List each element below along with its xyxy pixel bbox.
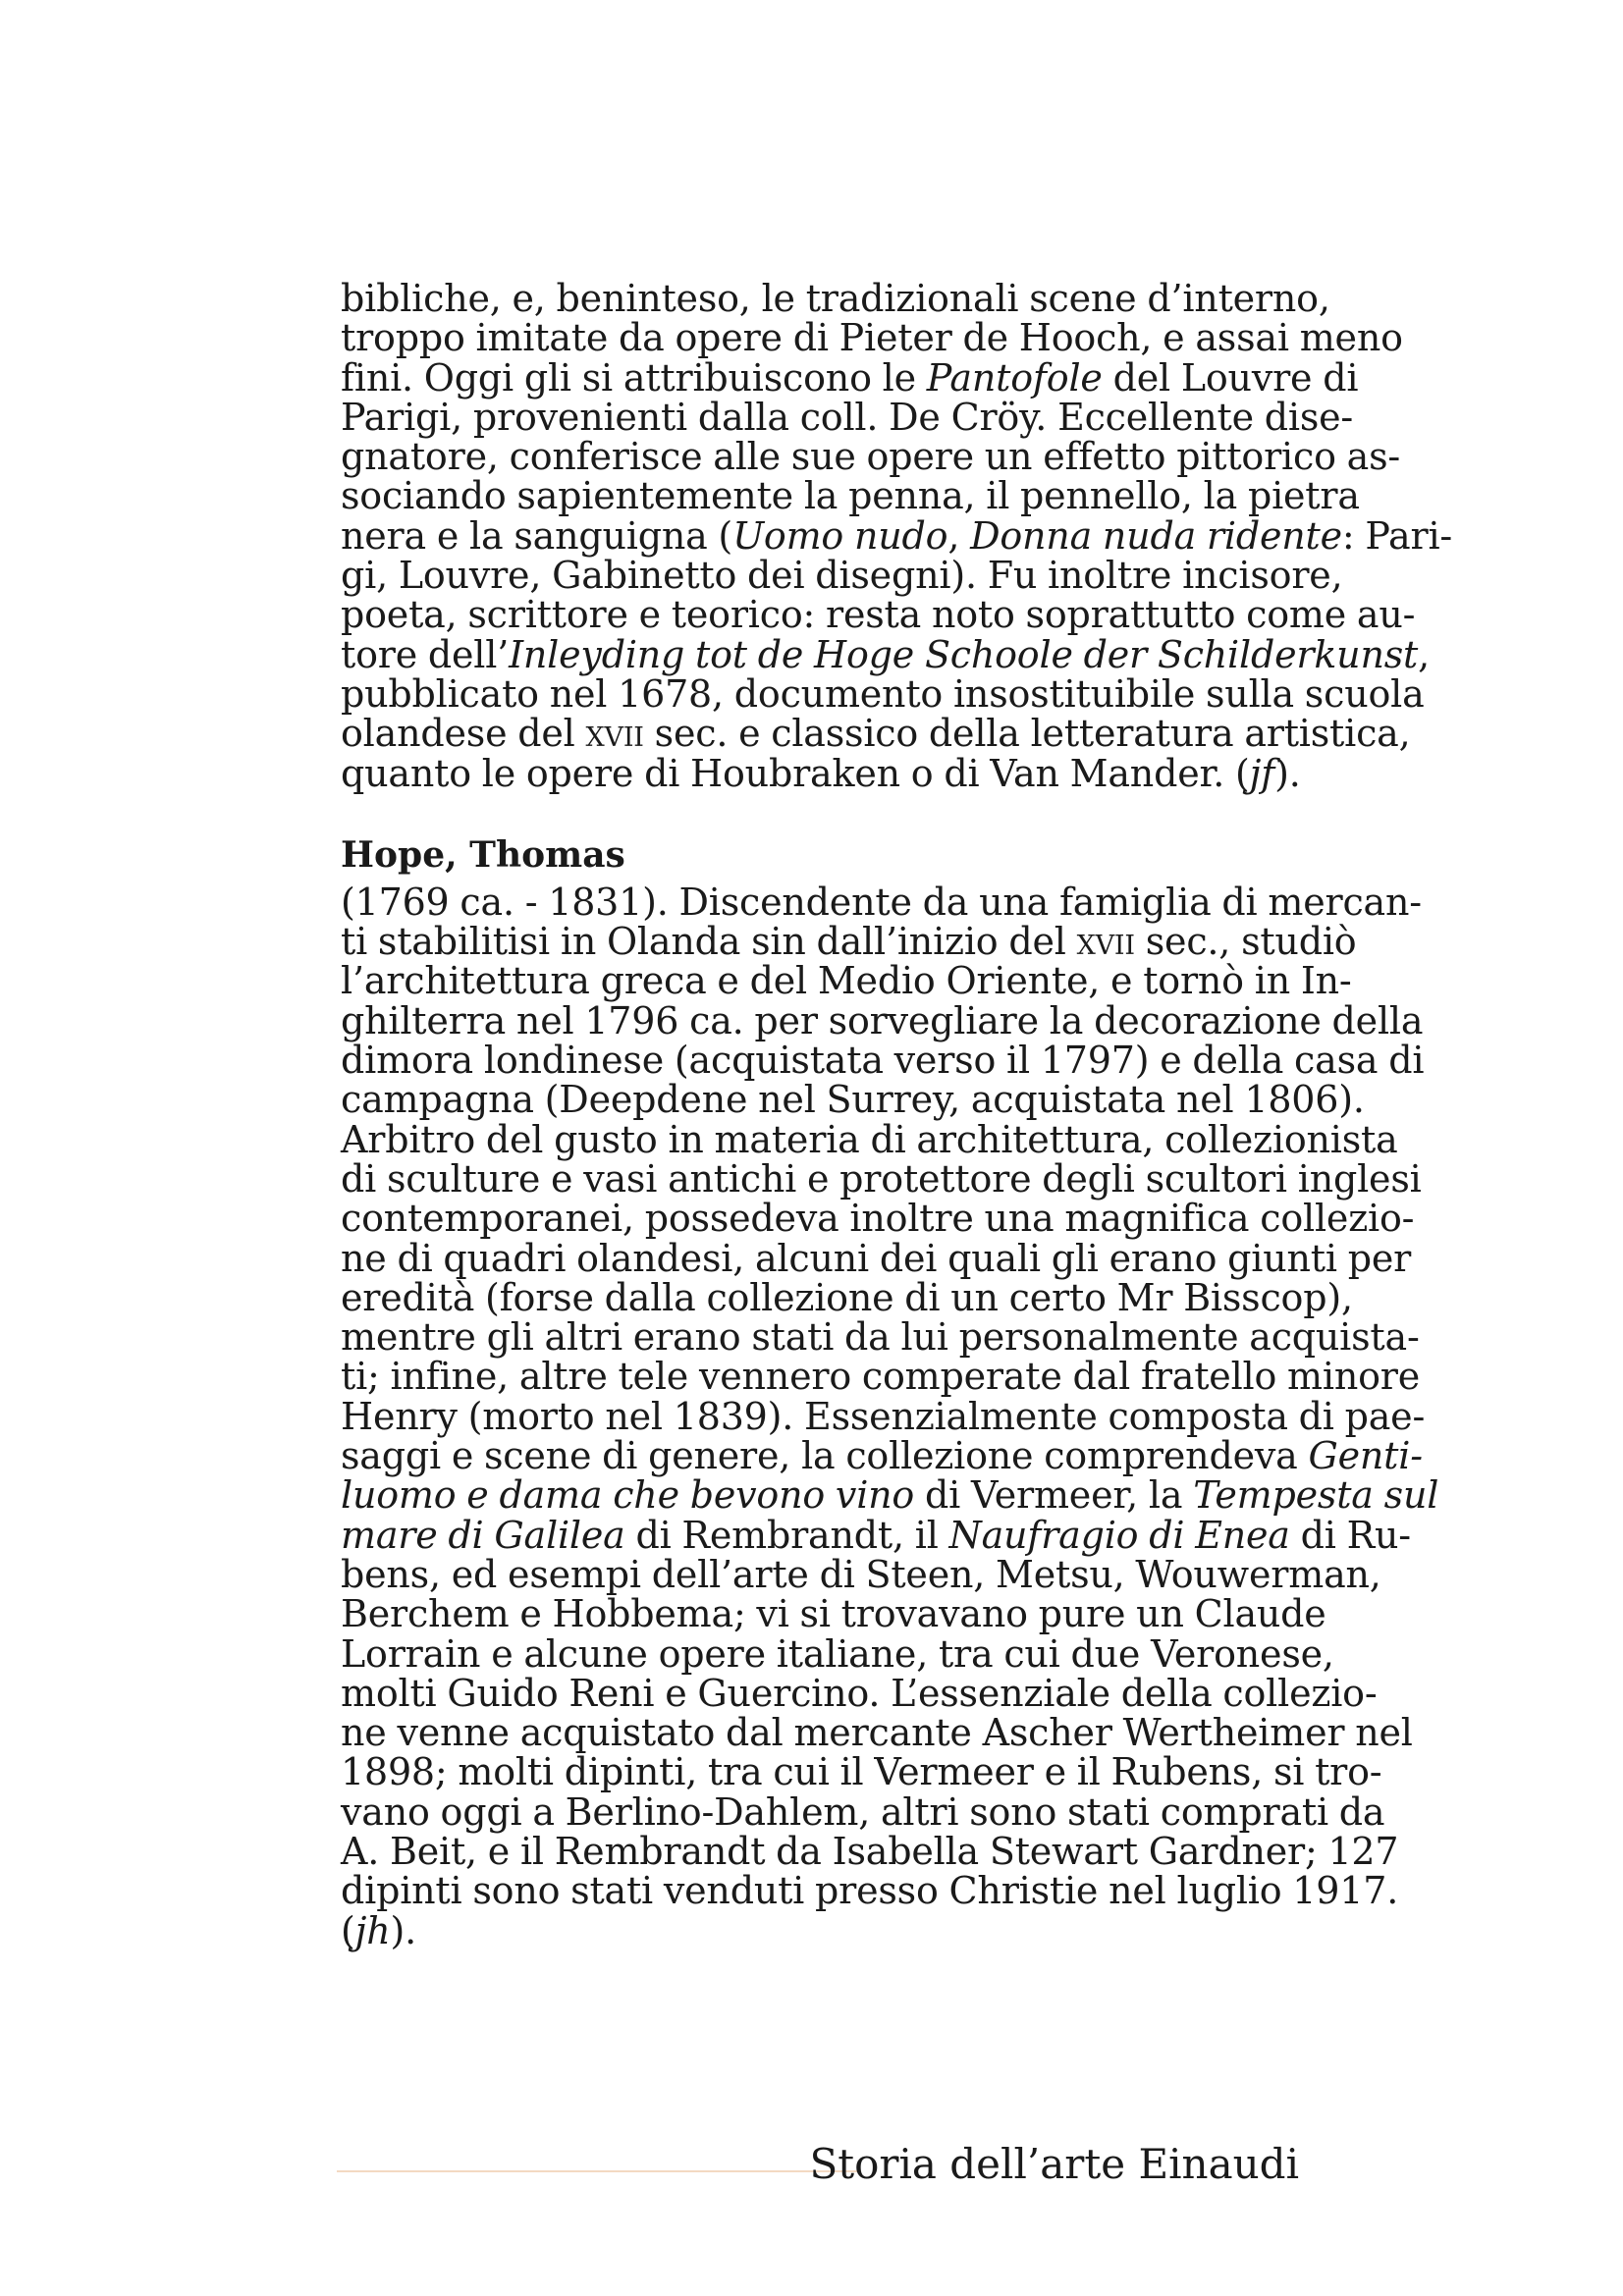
text-line — [341, 395, 1354, 439]
entry-heading: Hope, Thomas — [341, 833, 625, 876]
text-line — [341, 751, 1306, 795]
text-line — [341, 1473, 1439, 1518]
text-run: ti; infine, altre tele vennero comperate dal fratello minore — [341, 1355, 1421, 1399]
text-line — [341, 554, 1343, 598]
text-run: di Rembrandt, il — [624, 1513, 949, 1557]
italic-title: Pantofole — [926, 355, 1103, 400]
italic-title: jh — [354, 1908, 391, 1952]
footer-rule — [337, 2170, 861, 2172]
text-run: bibliche, e, beninteso, le tradizionali scene d’interno, — [341, 277, 1330, 320]
text-line — [341, 1552, 1381, 1596]
entry-body-hope-thomas — [341, 880, 1439, 1952]
text-run: (1769 ca. - 1831). Discendente da una famiglia di mercan- — [341, 880, 1422, 924]
text-line — [341, 1039, 1425, 1083]
text-line — [341, 316, 1403, 360]
text-run: del Louvre di — [1102, 355, 1359, 400]
italic-title: luomo e dama che bevono vino — [341, 1473, 915, 1518]
text-line — [341, 1434, 1423, 1478]
text-run: Lorrain e alcune opere italiane, tra cui due Veronese, — [341, 1631, 1334, 1676]
text-run: eredità (forse dalla collezione di un certo Mr Bisscop), — [341, 1275, 1353, 1319]
text-line — [341, 1275, 1353, 1319]
text-run: campagna (Deepdene nel Surrey, acquistata nel 1806). — [341, 1078, 1365, 1122]
text-line — [341, 959, 1352, 1003]
text-run: ti stabilitisi in Olanda sin dall’inizio del — [341, 920, 1077, 964]
italic-title: Uomo nudo — [732, 513, 948, 558]
text-run: , — [1418, 632, 1430, 676]
text-run: l’architettura greca e del Medio Oriente, e tornò in In- — [341, 959, 1352, 1003]
text-line — [341, 1631, 1334, 1676]
text-run: Berchem e Hobbema; vi si trovavano pure un Claude — [341, 1592, 1326, 1636]
text-line — [341, 435, 1401, 479]
text-line — [341, 1078, 1365, 1122]
text-run: gnatore, conferisce alle sue opere un effetto pittorico as- — [341, 435, 1401, 479]
text-line — [341, 1197, 1415, 1241]
text-run: ghilterra nel 1796 ca. per sorvegliare la decorazione della — [341, 998, 1424, 1042]
text-line — [341, 1355, 1421, 1399]
text-line — [341, 593, 1416, 637]
text-run: Henry (morto nel 1839). Essenzialmente composta di pae- — [341, 1394, 1426, 1438]
text-run: pubblicato nel 1678, documento insostituibile sulla scuola — [341, 671, 1425, 716]
italic-title: mare di Galilea — [341, 1513, 625, 1557]
text-line — [341, 474, 1360, 518]
text-run: molti Guido Reni e Guercino. L’essenziale della collezio- — [341, 1671, 1378, 1715]
text-run: : Pari- — [1341, 513, 1453, 558]
footer-title: Storia dell’arte Einaudi — [809, 2140, 1299, 2188]
text-line — [341, 277, 1330, 320]
text-line — [341, 671, 1425, 716]
text-run: gi, Louvre, Gabinetto dei disegni). Fu inoltre incisore, — [341, 554, 1343, 598]
italic-title: jf — [1249, 751, 1275, 795]
text-line — [341, 1711, 1413, 1755]
text-line — [341, 1513, 1411, 1557]
text-line — [341, 1394, 1426, 1438]
roman-numeral: xvii — [585, 712, 644, 756]
text-run: ne venne acquistato dal mercante Ascher Wertheimer nel — [341, 1711, 1413, 1755]
text-line — [341, 1789, 1385, 1834]
text-run: sec., studiò — [1134, 920, 1357, 964]
italic-title: Tempesta sul — [1193, 1473, 1439, 1518]
text-line — [341, 1829, 1399, 1873]
text-run: dipinti sono stati venduti presso Christie nel luglio 1917. — [341, 1869, 1399, 1913]
roman-numeral: xvii — [1076, 920, 1135, 964]
text-line — [341, 1908, 1306, 1952]
text-run: ). — [390, 1908, 417, 1952]
text-run: tore dell’ — [341, 632, 510, 676]
italic-title: Naufragio di Enea — [948, 1513, 1290, 1557]
text-run: quanto le opere di Houbraken o di Van Mander. ( — [341, 751, 1250, 795]
text-run: , — [947, 513, 971, 558]
text-line — [341, 1750, 1382, 1794]
text-line — [341, 632, 1430, 676]
text-run: ). — [1274, 751, 1301, 795]
text-column — [341, 277, 1453, 1952]
text-run: mentre gli altri erano stati da lui personalmente acquista- — [341, 1315, 1420, 1360]
text-run: di Vermeer, la — [914, 1473, 1194, 1518]
text-line — [341, 1117, 1398, 1161]
text-run: Parigi, provenienti dalla coll. De Cröy. Eccellente dise- — [341, 395, 1354, 439]
text-line — [341, 880, 1422, 924]
text-run: ne di quadri olandesi, alcuni dei quali gli erano giunti per — [341, 1236, 1412, 1280]
italic-title: Donna nuda ridente — [970, 513, 1342, 558]
text-run: nera e la sanguigna ( — [341, 513, 733, 558]
text-line — [341, 1592, 1326, 1636]
text-line — [341, 355, 1359, 400]
text-run: di Ru- — [1289, 1513, 1411, 1557]
text-run: bens, ed esempi dell’arte di Steen, Metsu, Wouwerman, — [341, 1552, 1381, 1596]
text-run: sociando sapientemente la penna, il pennello, la pietra — [341, 474, 1360, 518]
text-line — [341, 1156, 1422, 1201]
text-line — [341, 998, 1424, 1042]
italic-title: Genti- — [1308, 1434, 1423, 1478]
text-line — [341, 1315, 1420, 1360]
text-run: olandese del — [341, 712, 586, 756]
text-line — [341, 920, 1357, 964]
text-run: Arbitro del gusto in materia di architettura, collezionista — [341, 1117, 1398, 1161]
text-run: fini. Oggi gli si attribuiscono le — [341, 355, 927, 400]
text-run: 1898; molti dipinti, tra cui il Vermeer e il Rubens, si tro- — [341, 1750, 1382, 1794]
text-line — [341, 712, 1411, 756]
text-line — [341, 513, 1453, 558]
text-line — [341, 1869, 1399, 1913]
text-run: poeta, scrittore e teorico: resta noto soprattutto come au- — [341, 593, 1416, 637]
text-run: ( — [341, 1908, 355, 1952]
text-line — [341, 1671, 1378, 1715]
text-run: di sculture e vasi antichi e protettore degli scultori inglesi — [341, 1156, 1422, 1201]
text-run: A. Beit, e il Rembrandt da Isabella Stewart Gardner; 127 — [341, 1829, 1399, 1873]
text-run: dimora londinese (acquistata verso il 1797) e della casa di — [341, 1039, 1425, 1083]
text-run: saggi e scene di genere, la collezione comprendeva — [341, 1434, 1309, 1478]
text-run: contemporanei, possedeva inoltre una magnifica collezio- — [341, 1197, 1415, 1241]
text-line — [341, 1236, 1412, 1280]
italic-title: Inleyding tot de Hoge Schoole der Schilderkunst — [509, 632, 1419, 676]
text-run: vano oggi a Berlino-Dahlem, altri sono stati comprati da — [341, 1789, 1385, 1834]
text-run: sec. e classico della letteratura artistica, — [643, 712, 1411, 756]
text-run: troppo imitate da opere di Pieter de Hooch, e assai meno — [341, 316, 1403, 360]
entry-body-previous — [341, 277, 1453, 795]
